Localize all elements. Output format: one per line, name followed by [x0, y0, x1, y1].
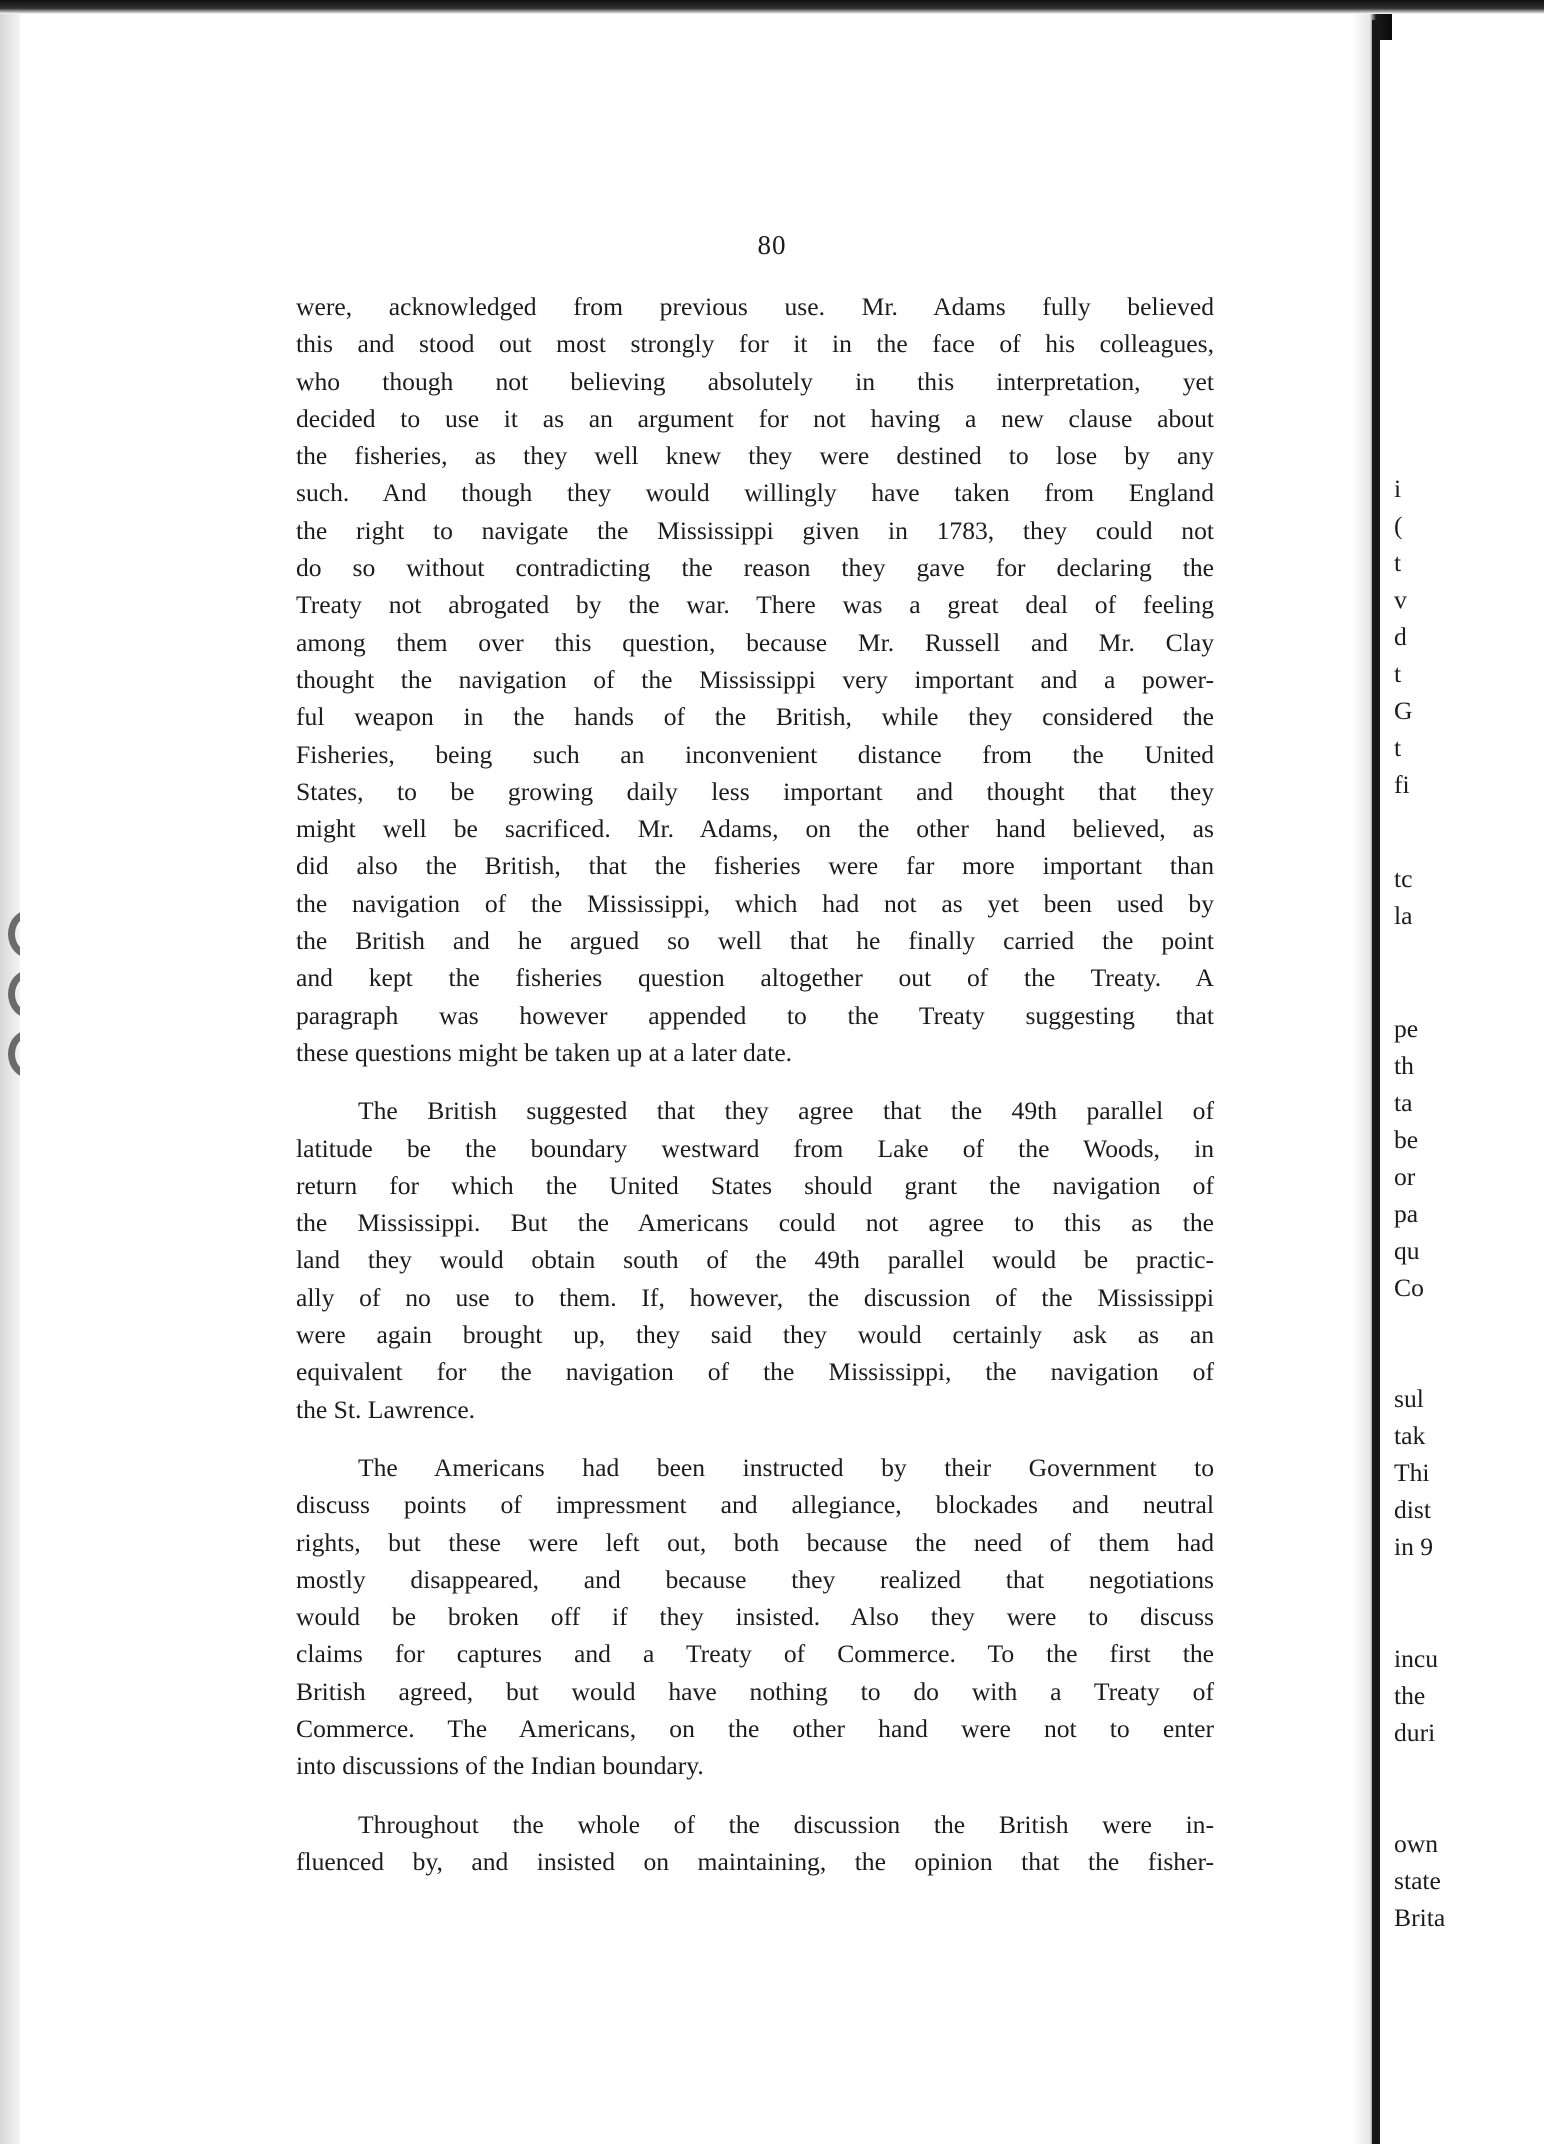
text-line: the fisheries, as they well knew they were destined to lose by any [296, 441, 1214, 471]
text-line: might well be sacrificed. Mr. Adams, on the other hand believed, as [296, 814, 1214, 844]
facing-page-fragment: be [1394, 1125, 1419, 1154]
facing-page-fragment: pe [1394, 1014, 1419, 1043]
text-line: into discussions of the Indian boundary. [296, 1751, 704, 1781]
facing-page-fragment: own [1394, 1829, 1439, 1858]
scan-top-edge [0, 0, 1544, 14]
text-line: discuss points of impressment and allegiance, blockades and neutral [296, 1490, 1214, 1520]
text-line: Commerce. The Americans, on the other hand were not to enter [296, 1713, 1214, 1743]
facing-page-fragment: t [1394, 733, 1402, 762]
text-line: Treaty not abrogated by the war. There was a great deal of feeling [296, 590, 1214, 620]
facing-page-fragment: G [1394, 696, 1413, 725]
facing-page-fragment: incu [1394, 1644, 1439, 1673]
text-line: latitude be the boundary westward from Lake of the Woods, in [296, 1133, 1214, 1163]
text-line: and kept the fisheries question altogether out of the Treaty. A [296, 963, 1214, 993]
text-line: among them over this question, because Mr. Russell and Mr. Clay [296, 627, 1214, 657]
text-line: would be broken off if they insisted. Also they were to discuss [296, 1602, 1214, 1632]
facing-page-fragment: tc [1394, 864, 1413, 893]
facing-page-fragment: th [1394, 1051, 1414, 1080]
text-line: did also the British, that the fisheries were far more important than [296, 851, 1214, 881]
text-line: these questions might be taken up at a later date. [296, 1037, 793, 1067]
text-line: paragraph was however appended to the Treaty suggesting that [296, 1000, 1214, 1030]
facing-page-fragment: sul [1394, 1384, 1424, 1413]
text-line: who though not believing absolutely in this interpretation, yet [296, 366, 1214, 396]
text-line: were again brought up, they said they would certainly ask as an [296, 1320, 1214, 1350]
facing-page-fragment: or [1394, 1162, 1416, 1191]
facing-page-fragment: fi [1394, 770, 1410, 799]
facing-page-fragment: pa [1394, 1199, 1419, 1228]
facing-page-fragment: state [1394, 1866, 1441, 1895]
facing-page-fragment: Co [1394, 1273, 1424, 1302]
facing-page-fragment: in 9 [1394, 1532, 1434, 1561]
text-line: Fisheries, being such an inconvenient distance from the United [296, 739, 1214, 769]
text-line: the Mississippi. But the Americans could not agree to this as the [296, 1208, 1214, 1238]
facing-page-fragment: Thi [1394, 1458, 1430, 1487]
text-line: this and stood out most strongly for it in the face of his colleagues, [296, 329, 1214, 359]
page-fold-shadow [1372, 20, 1378, 2144]
facing-page-fragment: ta [1394, 1088, 1413, 1117]
text-line: ally of no use to them. If, however, the discussion of the Mississippi [296, 1282, 1214, 1312]
text-line: the navigation of the Mississippi, which had not as yet been used by [296, 888, 1214, 918]
facing-page [1380, 40, 1544, 2144]
text-line: do so without contradicting the reason they gave for declaring the [296, 553, 1214, 583]
text-line: the British and he argued so well that he finally carried the point [296, 926, 1214, 956]
text-line: Throughout the whole of the discussion the British were in- [358, 1809, 1214, 1839]
text-line: the right to navigate the Mississippi given in 1783, they could not [296, 515, 1214, 545]
text-line: claims for captures and a Treaty of Commerce. To the first the [296, 1639, 1214, 1669]
facing-page-fragment: dist [1394, 1495, 1431, 1524]
text-line: return for which the United States should grant the navigation of [296, 1170, 1214, 1200]
page-number: 80 [757, 230, 787, 260]
facing-page-fragment: duri [1394, 1718, 1436, 1747]
paragraph [296, 1092, 1214, 1428]
text-line: mostly disappeared, and because they realized that negotiations [296, 1564, 1214, 1594]
text-line: British agreed, but would have nothing to do with a Treaty of [296, 1676, 1214, 1706]
facing-page-fragment: t [1394, 548, 1402, 577]
text-line: ful weapon in the hands of the British, while they considered the [296, 702, 1214, 732]
text-line: the St. Lawrence. [296, 1394, 476, 1424]
facing-page-fragment: ( [1394, 511, 1403, 540]
facing-page-fragment: v [1394, 585, 1407, 614]
text-line: States, to be growing daily less important and thought that they [296, 776, 1214, 806]
facing-page-fragment: Brita [1394, 1903, 1446, 1932]
text-line: land they would obtain south of the 49th parallel would be practic- [296, 1245, 1214, 1275]
paragraph [296, 1449, 1214, 1785]
text-line: fluenced by, and insisted on maintaining, the opinion that the fisher- [296, 1846, 1214, 1876]
text-line: equivalent for the navigation of the Mississippi, the navigation of [296, 1357, 1214, 1387]
facing-page-fragment: la [1394, 901, 1413, 930]
text-line: The British suggested that they agree that the 49th parallel of [358, 1096, 1214, 1126]
text-line: The Americans had been instructed by their Government to [358, 1452, 1214, 1482]
text-line: decided to use it as an argument for not having a new clause about [296, 403, 1214, 433]
facing-page-fragment: i [1394, 474, 1402, 503]
body-text [296, 288, 1214, 1880]
paragraph [296, 288, 1214, 1071]
facing-page-fragment: tak [1394, 1421, 1426, 1450]
text-line: such. And though they would willingly have taken from England [296, 478, 1214, 508]
paragraph [296, 1806, 1214, 1881]
text-line: rights, but these were left out, both because the need of them had [296, 1527, 1214, 1557]
facing-page-fragment: t [1394, 659, 1402, 688]
text-line: were, acknowledged from previous use. Mr. Adams fully believed [296, 292, 1214, 321]
facing-page-fragment: d [1394, 622, 1407, 651]
facing-page-fragment: the [1394, 1681, 1426, 1710]
facing-page-fragment: qu [1394, 1236, 1420, 1265]
text-line: thought the navigation of the Mississippi very important and a power- [296, 664, 1214, 694]
